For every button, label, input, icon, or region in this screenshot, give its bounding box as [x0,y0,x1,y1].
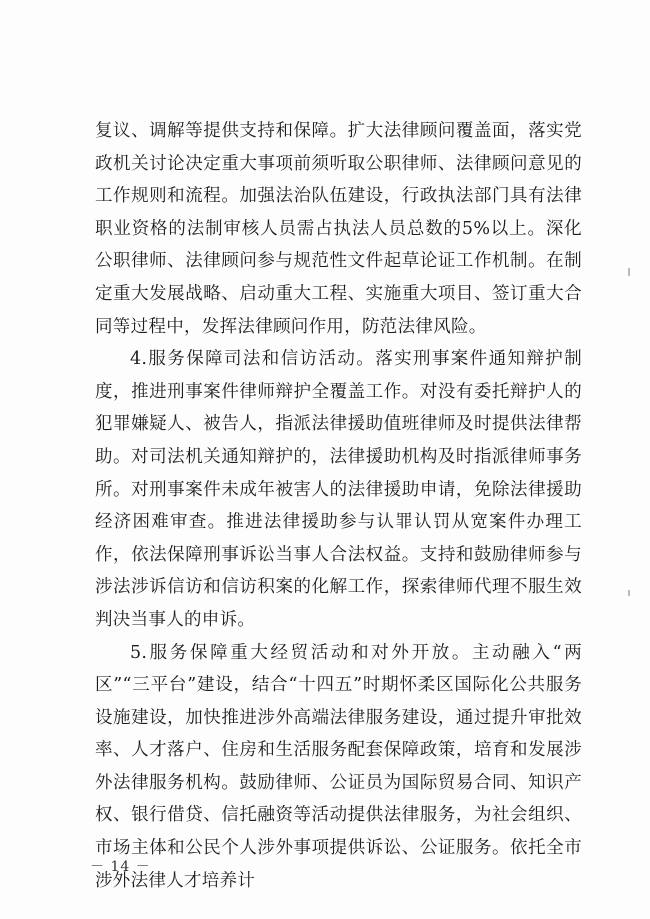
paragraph-2: 4.服务保障司法和信访活动。落实刑事案件通知辩护制度，推进刑事案件律师辩护全覆盖工作。对没有委托辩护人的犯罪嫌疑人、被告人，指派法律援助值班律师及时提供法律帮助。对司法机关通知辩护的，法律援助机构及时指派律师事务所。对刑事案件未成年被害人的法律援助申请，免除法律援助经济困难审查。推进法律援助参与认罪认罚从宽案件办理工作，依法保障刑事诉讼当事人合法权益。支持和鼓励律师参与涉法涉诉信访和信访积案的化解工作，探索律师代理不服生效判决当事人的申诉。 [95,349,582,630]
scan-edge-mark-top [628,268,630,276]
document-body [95,115,582,897]
paragraph-1: 复议、调解等提供支持和保障。扩大法律顾问覆盖面，落实党政机关讨论决定重大事项前须听取公职律师、法律顾问意见的工作规则和流程。加强法治队伍建设，行政执法部门具有法律职业资格的法制审核人员需占执法人员总数的5%以上。深化公职律师、法律顾问参与规范性文件起草论证工作机制。在制定重大发展战略、启动重大工程、实施重大项目、签订重大合同等过程中，发挥法律顾问作用，防范法律风险。 [95,121,582,337]
scan-edge-mark-middle [628,590,630,596]
paragraph-3: 5.服务保障重大经贸活动和对外开放。主动融入“两区”“三平台”建设，结合“十四五”时期怀柔区国际化公共服务设施建设，加快推进涉外高端法律服务建设，通过提升审批效率、人才落户、住房和生活服务配套保障政策，培育和发展涉外法律服务机构。鼓励律师、公证员为国际贸易合同、知识产权、银行借贷、信托融资等活动提供法律服务，为社会组织、市场主体和公民个人涉外事项提供诉讼、公证服务。依托全市涉外法律人才培养计 [95,642,582,891]
page-number: － 14 － [90,859,151,875]
